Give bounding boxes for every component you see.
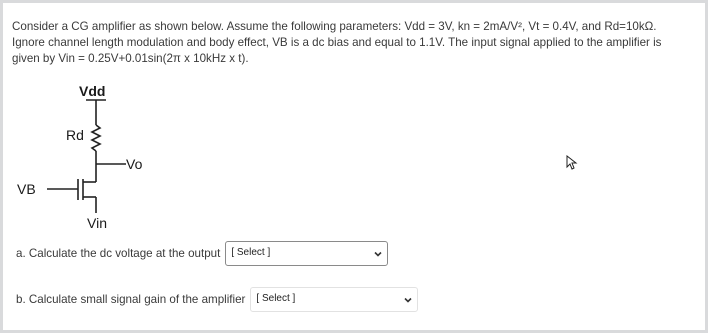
rd-label: Rd <box>66 127 84 143</box>
chevron-down-icon <box>373 249 383 259</box>
question-a <box>16 241 388 266</box>
problem-line: given by Vin = 0.25V+0.01sin(2π x 10kHz x t). <box>12 52 249 65</box>
vo-label: Vo <box>126 156 143 172</box>
question-b <box>16 287 418 312</box>
vb-label: VB <box>17 181 36 197</box>
chevron-down-icon <box>403 295 413 305</box>
cg-amplifier-schematic <box>3 81 153 241</box>
vin-label: Vin <box>87 215 107 231</box>
vdd-label: Vdd <box>79 83 106 99</box>
quiz-panel <box>3 3 705 330</box>
answer-b-dropdown[interactable] <box>250 287 418 312</box>
problem-line: Ignore channel length modulation and body effect, VB is a dc bias and equal to 1.1V. The input signal applied to the amplifier is <box>12 36 662 49</box>
problem-statement <box>12 19 702 67</box>
answer-a-dropdown[interactable] <box>225 241 388 266</box>
rd-resistor <box>92 125 100 151</box>
question-a-text: a. Calculate the dc voltage at the output <box>16 247 221 260</box>
question-b-text: b. Calculate small signal gain of the amplifier <box>16 293 246 306</box>
mouse-pointer-icon <box>566 155 578 171</box>
answer-b-selected-value: [ Select ] <box>256 293 296 304</box>
problem-line: Consider a CG amplifier as shown below. Assume the following parameters: Vdd = 3V, kn = 2mA/V², Vt = 0.4V, and Rd=10kΩ. <box>12 20 657 33</box>
answer-a-selected-value: [ Select ] <box>231 247 271 258</box>
